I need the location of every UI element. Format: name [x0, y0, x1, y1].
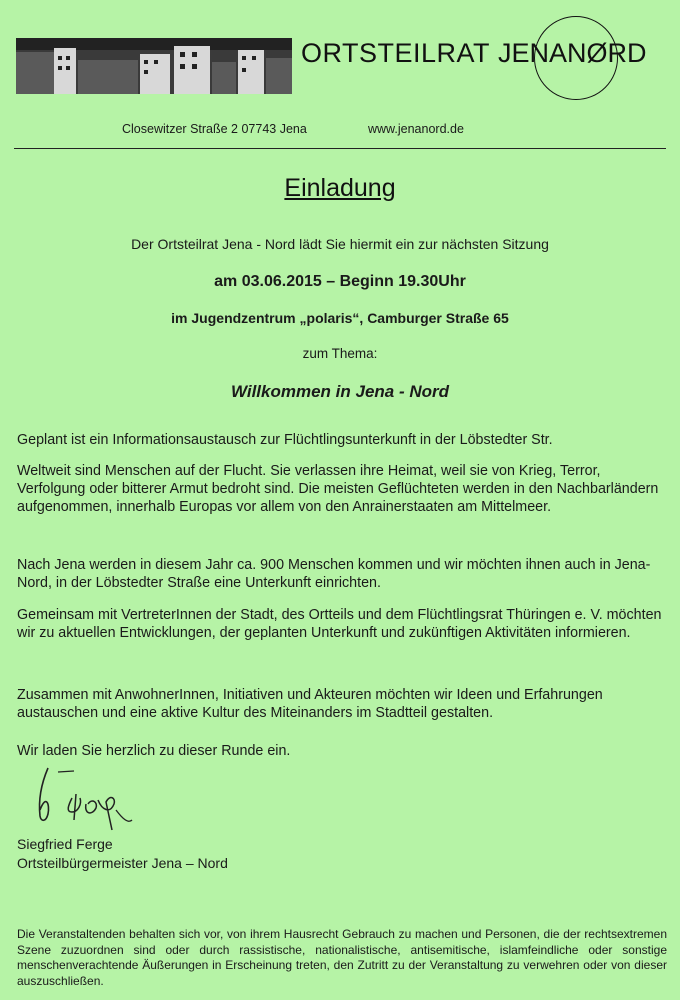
meeting-date: am 03.06.2015 – Beginn 19.30Uhr: [214, 273, 466, 290]
paragraph: Weltweit sind Menschen auf der Flucht. Sie verlassen ihre Heimat, weil sie von Krieg, Terror, Verfolgung oder bitterer Armut bedroht sind. Die meisten Geflüchteten werden in den Nachbarländern aufgenommen, innerhalb Europas vor allem von den Anrainerstaaten am Mittelmeer.: [17, 463, 659, 515]
header-building-photo: [16, 38, 292, 94]
intro-line: Der Ortsteilrat Jena - Nord lädt Sie hiermit ein zur nächsten Sitzung: [131, 236, 549, 252]
brand-text-n: N: [567, 38, 587, 68]
brand-circle: [534, 16, 618, 100]
brand-logo: [498, 38, 647, 69]
handwritten-signature: [28, 764, 148, 834]
brand-text-na: NA: [529, 38, 568, 68]
address: Closewitzer Straße 2 07743 Jena: [122, 122, 307, 136]
paragraph: Wir laden Sie herzlich zu dieser Runde ein.: [17, 743, 291, 759]
brand-text-je: JE: [498, 38, 530, 68]
website-link[interactable]: www.jenanord.de: [368, 122, 464, 136]
paragraph: Zusammen mit AnwohnerInnen, Initiativen und Akteuren möchten wir Ideen und Erfahrungen austauschen und eine aktive Kultur des Miteinanders im Stadtteil gestalten.: [17, 687, 603, 721]
topic-title: Willkommen in Jena - Nord: [230, 382, 450, 401]
paragraph: Gemeinsam mit VertreterInnen der Stadt, des Ortteils und dem Flüchtlingsrat Thüringen e. V. möchten wir zu aktuellen Entwicklungen, der geplanten Unterkunft und zukünftigen Aktivitäten informieren.: [17, 607, 662, 641]
org-title: ORTSTEILRAT: [301, 38, 491, 68]
disclaimer: Die Veranstaltenden behalten sich vor, von ihrem Hausrecht Gebrauch zu machen und Personen, die der rechtsextremen Szene zuzuordnen sind oder durch rassistische, nationalistische, antisemitische, islamfeindliche oder sonstige menschenverachtende Äußerungen in Erscheinung treten, den Zutritt zu der Veranstaltung zu verwehren oder von dieser auszuschließen.: [17, 927, 667, 988]
paragraph: Nach Jena werden in diesem Jahr ca. 900 Menschen kommen und wir möchten ihnen auch in Jena- Nord, in der Löbstedter Straße eine Unterkunft einrichten.: [17, 557, 651, 591]
letter-heading: Einladung: [284, 174, 396, 202]
header-divider: [14, 148, 666, 149]
brand-text-rd: RD: [607, 38, 647, 68]
signer-title: Ortsteilbürgermeister Jena – Nord: [17, 855, 228, 871]
meeting-venue: im Jugendzentrum „polaris“, Camburger Straße 65: [171, 310, 509, 326]
signer-name: Siegfried Ferge: [17, 836, 113, 852]
brand-text-o: Ø: [586, 38, 608, 68]
paragraph: Geplant ist ein Informationsaustausch zur Flüchtlingsunterkunft in der Löbstedter Str.: [17, 432, 553, 448]
topic-label: zum Thema:: [302, 346, 378, 361]
